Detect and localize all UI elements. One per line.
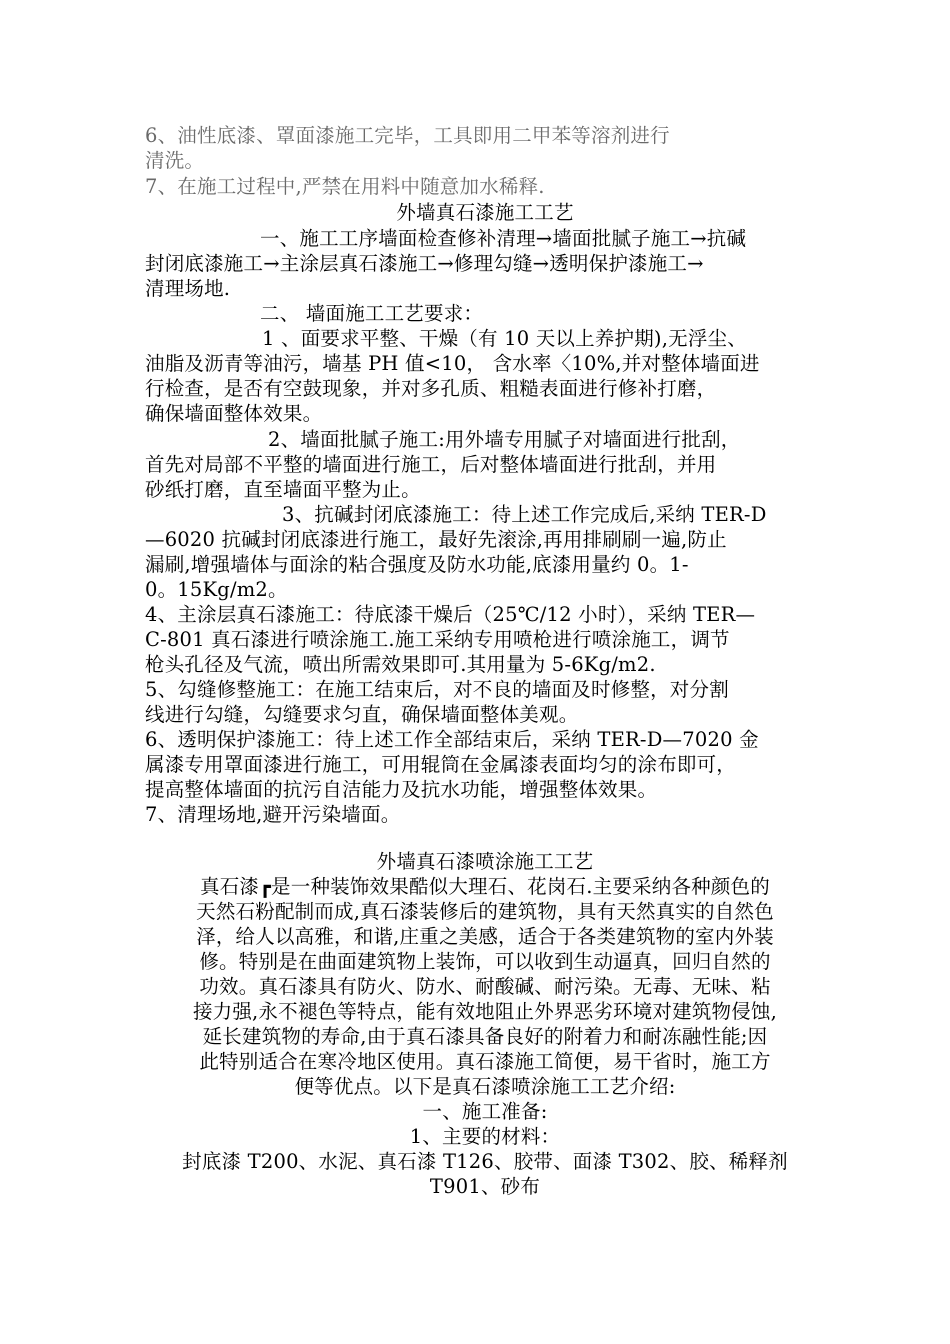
text-line: —6020 抗碱封闭底漆进行施工，最好先滚涂,再用排刷刷一遍,防止 — [145, 528, 727, 551]
text-line: 4、主涂层真石漆施工：待底漆干燥后（25℃/12 小时），采纳 TER— — [145, 603, 756, 626]
text-line: 修。特别是在曲面建筑物上装饰，可以收到生动逼真，回归自然的 — [199, 950, 771, 973]
text-line: 延长建筑物的寿命,由于真石漆具备良好的附着力和耐冻融性能;因 — [202, 1025, 768, 1048]
subheading: 1、主要的材料： — [409, 1125, 561, 1148]
text-line: 清理场地. — [145, 277, 231, 300]
text-line: 真石漆┏是一种装饰效果酷似大理石、花岗石.主要采纳各种颜色的 — [200, 875, 770, 898]
text-line: 封底漆 T200、水泥、真石漆 T126、胶带、面漆 T302、胶、稀释剂 — [182, 1150, 788, 1173]
text-line: 首先对局部不平整的墙面进行施工，后对整体墙面进行批刮，并用 — [145, 453, 717, 476]
text-line: 属漆专用罩面漆进行施工，可用辊筒在金属漆表面均匀的涂布即可， — [145, 753, 737, 776]
text-line: 漏刷,增强墙体与面涂的粘合强度及防水功能,底漆用量约 0。1- — [145, 553, 689, 576]
section-title: 外墙真石漆施工工艺 — [396, 201, 574, 224]
text-line: 行检查，是否有空鼓现象，并对多孔质、粗糙表面进行修补打磨， — [145, 377, 717, 400]
text-line: 线进行勾缝，勾缝要求匀直，确保墙面整体美观。 — [145, 703, 579, 726]
text-line: 提高整体墙面的抗污自洁能力及抗水功能，增强整体效果。 — [145, 778, 658, 801]
text-line: 枪头孔径及气流，喷出所需效果即可.其用量为 5-6Kg/m2. — [145, 653, 656, 676]
text-line: 6、油性底漆、罩面漆施工完毕，工具即用二甲苯等溶剂进行 — [145, 124, 670, 147]
text-line: 3、抗碱封闭底漆施工：待上述工作完成后,采纳 TER-D — [282, 503, 767, 526]
text-line: 7、在施工过程中,严禁在用料中随意加水稀释. — [145, 175, 545, 198]
section-title: 外墙真石漆喷涂施工工艺 — [376, 850, 594, 873]
text-line: 砂纸打磨，直至墙面平整为止。 — [145, 478, 421, 501]
text-line: 油脂及沥青等油污，墙基 PH 值<10， 含水率〈10%,并对整体墙面进 — [145, 352, 760, 375]
text-line: 2、墙面批腻子施工:用外墙专用腻子对墙面进行批刮， — [268, 428, 741, 451]
text-line: T901、砂布 — [429, 1175, 541, 1198]
text-line: 功效。真石漆具有防火、防水、耐酸碱、耐污染。无毒、无味、粘 — [199, 975, 771, 998]
text-line: C-801 真石漆进行喷涂施工.施工采纳专用喷枪进行喷涂施工，调节 — [145, 628, 730, 651]
text-line: 封闭底漆施工→主涂层真石漆施工→修理勾缝→透明保护漆施工→ — [145, 252, 704, 275]
text-line: 此特别适合在寒冷地区使用。真石漆施工简便，易干省时，施工方 — [199, 1050, 771, 1073]
text-line: 便等优点。以下是真石漆喷涂施工工艺介绍: — [294, 1075, 676, 1098]
text-line: 天然石粉配制而成,真石漆装修后的建筑物，具有天然真实的自然色 — [196, 900, 774, 923]
subheading: 一、施工准备: — [422, 1100, 548, 1123]
text-line: 5、勾缝修整施工：在施工结束后，对不良的墙面及时修整，对分割 — [145, 678, 729, 701]
subheading: 二、 墙面施工工艺要求： — [260, 302, 484, 325]
text-line: 泽，给人以高雅，和谐,庄重之美感，适合于各类建筑物的室内外装 — [196, 925, 774, 948]
text-line: 0。15Kg/m2。 — [145, 578, 288, 601]
text-line: 7、清理场地,避开污染墙面。 — [145, 803, 401, 826]
text-line: 清洗。 — [145, 149, 205, 172]
text-line: 1 、面要求平整、干燥（有 10 天以上养护期),无浮尘、 — [262, 327, 747, 350]
text-line: 接力强,永不褪色等特点，能有效地阻止外界恶劣环境对建筑物侵蚀, — [192, 1000, 778, 1023]
text-line: 一、施工工序墙面检查修补清理→墙面批腻子施工→抗碱 — [260, 227, 747, 250]
text-line: 6、透明保护漆施工：待上述工作全部结束后，采纳 TER-D—7020 金 — [145, 728, 759, 751]
text-line: 确保墙面整体效果。 — [145, 402, 323, 425]
